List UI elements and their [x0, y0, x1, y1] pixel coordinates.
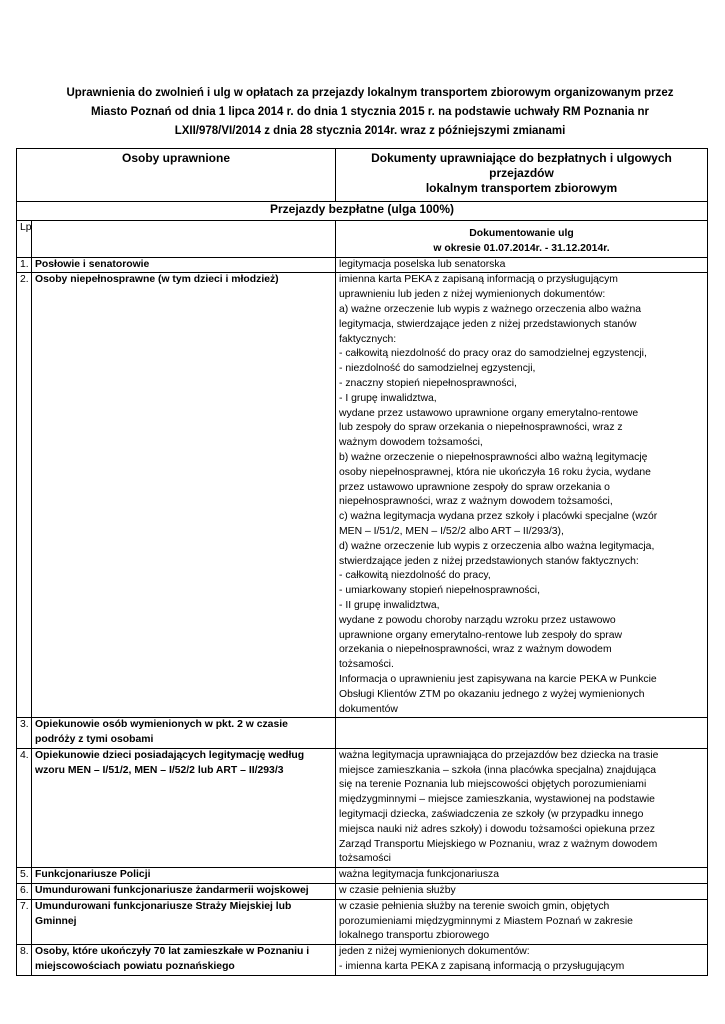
header-documents [336, 149, 708, 202]
documents-line: wydane z powodu choroby narządu wzroku przez ustawowo [339, 614, 616, 626]
documents-line: tożsamości [339, 853, 391, 865]
table-row [17, 884, 708, 900]
header-documents-line: przejazdów [489, 165, 554, 180]
table-row [17, 899, 708, 944]
documents-cell [336, 945, 708, 976]
documents-line: - I grupę inwalidztwa, [339, 392, 437, 404]
entitled-persons-line: Opiekunowie osób wymienionych w pkt. 2 w czasie [35, 719, 288, 731]
documents-line: w czasie pełnienia służby [339, 885, 456, 897]
documents-line: Informacja o uprawnieniu jest zapisywana na karcie PEKA w Punkcie [339, 673, 657, 685]
entitled-persons-line: Osoby niepełnosprawne (w tym dzieci i młodzież) [35, 274, 279, 286]
table-row [17, 945, 708, 976]
header-entitled-persons: Osoby uprawnione [17, 149, 336, 202]
documents-line: ważna legitymacja funkcjonariusza [339, 869, 499, 881]
row-number: 3. [17, 718, 32, 749]
entitled-persons-cell [32, 868, 336, 884]
documents-cell [336, 868, 708, 884]
documents-line: w czasie pełnienia służby na terenie swoich gmin, objętych [339, 900, 610, 912]
section-row [17, 202, 708, 221]
entitled-persons-line: Umundurowani funkcjonariusze Straży Miejskiej lub [35, 900, 292, 912]
documents-line: miejsce zamieszkania – szkoła (inna placówka specjalna) znajdująca [339, 764, 657, 776]
entitled-persons-cell [32, 945, 336, 976]
documents-line: - znaczny stopień niepełnosprawności, [339, 377, 517, 389]
entitled-persons-line: Funkcjonariusze Policji [35, 869, 151, 881]
documents-cell [336, 273, 708, 718]
subheader-lp: Lp [17, 221, 32, 258]
entitlements-table [16, 148, 708, 976]
documents-line: ważnym dowodem tożsamości, [339, 437, 483, 449]
table-row [17, 748, 708, 867]
entitled-persons-cell [32, 273, 336, 718]
table-row [17, 273, 708, 718]
section-title: Przejazdy bezpłatne (ulga 100%) [17, 202, 708, 221]
subheader-documentation [336, 221, 708, 258]
documents-line: faktycznych: [339, 333, 397, 345]
documents-line: niepełnosprawności, wraz z ważnym dowodem tożsamości, [339, 496, 613, 508]
documents-cell [336, 899, 708, 944]
documents-line: legitymacja poselska lub senatorska [339, 258, 506, 270]
documents-line: d) ważne orzeczenie lub wypis z orzeczenia albo ważna legitymacja, [339, 540, 655, 552]
documents-line: legitymacja, stwierdzające jeden z niżej przedstawionych stanów [339, 318, 637, 330]
title-line: Uprawnienia do zwolnień i ulg w opłatach za przejazdy lokalnym transportem zbiorowym organizowanym przez [66, 87, 674, 99]
documents-cell [336, 718, 708, 749]
documents-line: - niezdolność do samodzielnej egzystencji, [339, 363, 536, 375]
documents-line: miejsca nauki niż adres szkoły) i dowodu tożsamości opiekuna przez [339, 823, 655, 835]
table-header-row [17, 149, 708, 202]
row-number: 8. [17, 945, 32, 976]
documents-line: wydane przez ustawowo uprawnione organy emerytalno-rentowe [339, 407, 639, 419]
table-row [17, 868, 708, 884]
entitled-persons-line: wzoru MEN – I/51/2, MEN – I/52/2 lub ART – II/293/3 [35, 764, 284, 776]
documents-line: a) ważne orzeczenie lub wypis z ważnego orzeczenia albo ważna [339, 303, 642, 315]
documents-cell [336, 748, 708, 867]
documents-line: uprawnione organy emerytalno-rentowe lub zespoły do spraw [339, 629, 623, 641]
documents-line: legitymacji dziecka, zaświadczenia ze szkoły (w przypadku innego [339, 809, 644, 821]
documents-line: b) ważne orzeczenie o niepełnosprawności albo ważną legitymację [339, 451, 648, 463]
documents-line: uprawnieniu lub jeden z niżej wymienionych dokumentów: [339, 289, 606, 301]
entitled-persons-line: Gminnej [35, 915, 77, 927]
entitled-persons-line: miejscowościach powiatu poznańskiego [35, 961, 235, 973]
row-number: 2. [17, 273, 32, 718]
documents-line: c) ważna legitymacja wydana przez szkoły i placówki specjalne (wzór [339, 511, 658, 523]
documents-line: przez ustawowo uprawnione zespoły do spraw orzekania o [339, 481, 610, 493]
subheader-blank [32, 221, 336, 258]
documents-line: - II grupę inwalidztwa, [339, 599, 440, 611]
documents-line: jeden z niżej wymienionych dokumentów: [339, 946, 530, 958]
subheader-row [17, 221, 708, 258]
documents-line: orzekania o niepełnosprawności, wraz z ważnym dowodem [339, 644, 612, 656]
documents-line: dokumentów [339, 703, 398, 715]
table-row [17, 257, 708, 273]
header-documents-line: Dokumenty uprawniające do bezpłatnych i ulgowych [371, 151, 672, 165]
row-number: 5. [17, 868, 32, 884]
entitled-persons-cell [32, 899, 336, 944]
documents-line: - całkowitą niezdolność do pracy oraz do samodzielnej egzystencji, [339, 348, 647, 360]
document-title [60, 84, 680, 141]
documents-line: lokalnego transportu zbiorowego [339, 930, 490, 942]
documents-line: porozumieniami międzygminnymi z Miastem Poznań w zakresie [339, 915, 633, 927]
row-number: 4. [17, 748, 32, 867]
documents-cell [336, 257, 708, 273]
entitled-persons-cell [32, 748, 336, 867]
documents-line: - umiarkowany stopień niepełnosprawności, [339, 585, 541, 597]
documents-line: stwierdzające jeden z niżej przedstawionych stanów faktycznych: [339, 555, 639, 567]
entitled-persons-cell [32, 257, 336, 273]
documents-line: - całkowitą niezdolność do pracy, [339, 570, 491, 582]
row-number: 1. [17, 257, 32, 273]
documents-line: się na terenie Poznania lub miejscowości objętych porozumieniami [339, 779, 647, 791]
entitled-persons-line: Posłowie i senatorowie [35, 258, 150, 270]
documents-line: Zarząd Transportu Miejskiego w Poznaniu, wraz z ważnym dowodem [339, 838, 658, 850]
documents-line: tożsamości. [339, 659, 394, 671]
entitled-persons-cell [32, 884, 336, 900]
subheader-doc-line: w okresie 01.07.2014r. - 31.12.2014r. [433, 242, 610, 254]
header-documents-line: lokalnym transportem zbiorowym [425, 180, 618, 195]
table-row [17, 718, 708, 749]
entitled-persons-cell [32, 718, 336, 749]
row-number: 6. [17, 884, 32, 900]
title-line: LXII/978/VI/2014 z dnia 28 stycznia 2014r. wraz z późniejszymi zmianami [174, 125, 566, 137]
entitled-persons-line: Osoby, które ukończyły 70 lat zamieszkałe w Poznaniu i [35, 946, 310, 958]
entitled-persons-line: Opiekunowie dzieci posiadających legitymację według [35, 749, 305, 761]
documents-line: - imienna karta PEKA z zapisaną informacją o przysługującym [339, 961, 625, 973]
entitled-persons-line: podróży z tymi osobami [35, 734, 154, 746]
documents-line: Obsługi Klientów ZTM po okazaniu jednego z wyżej wymienionych [339, 688, 645, 700]
documents-line: lub zespoły do spraw orzekania o niepełnosprawności, wraz z [339, 422, 623, 434]
documents-line: MEN – I/51/2, MEN – I/52/2 albo ART – II/293/3), [339, 525, 564, 537]
documents-line: ważna legitymacja uprawniająca do przejazdów bez dziecka na trasie [339, 749, 659, 761]
row-number: 7. [17, 899, 32, 944]
documents-line: osoby niepełnosprawnej, która nie ukończyła 16 roku życia, wydane [339, 466, 651, 478]
entitled-persons-line: Umundurowani funkcjonariusze żandarmerii wojskowej [35, 885, 309, 897]
documents-line: imienna karta PEKA z zapisaną informacją o przysługującym [339, 274, 618, 286]
documents-line: międzygminnymi – miejsce zamieszkania, wystawionej na podstawie [339, 794, 655, 806]
subheader-doc-line: Dokumentowanie ulg [469, 228, 574, 239]
documents-cell [336, 884, 708, 900]
title-line: Miasto Poznań od dnia 1 lipca 2014 r. do dnia 1 stycznia 2015 r. na podstawie uchwały RM Poznania nr [91, 106, 649, 118]
